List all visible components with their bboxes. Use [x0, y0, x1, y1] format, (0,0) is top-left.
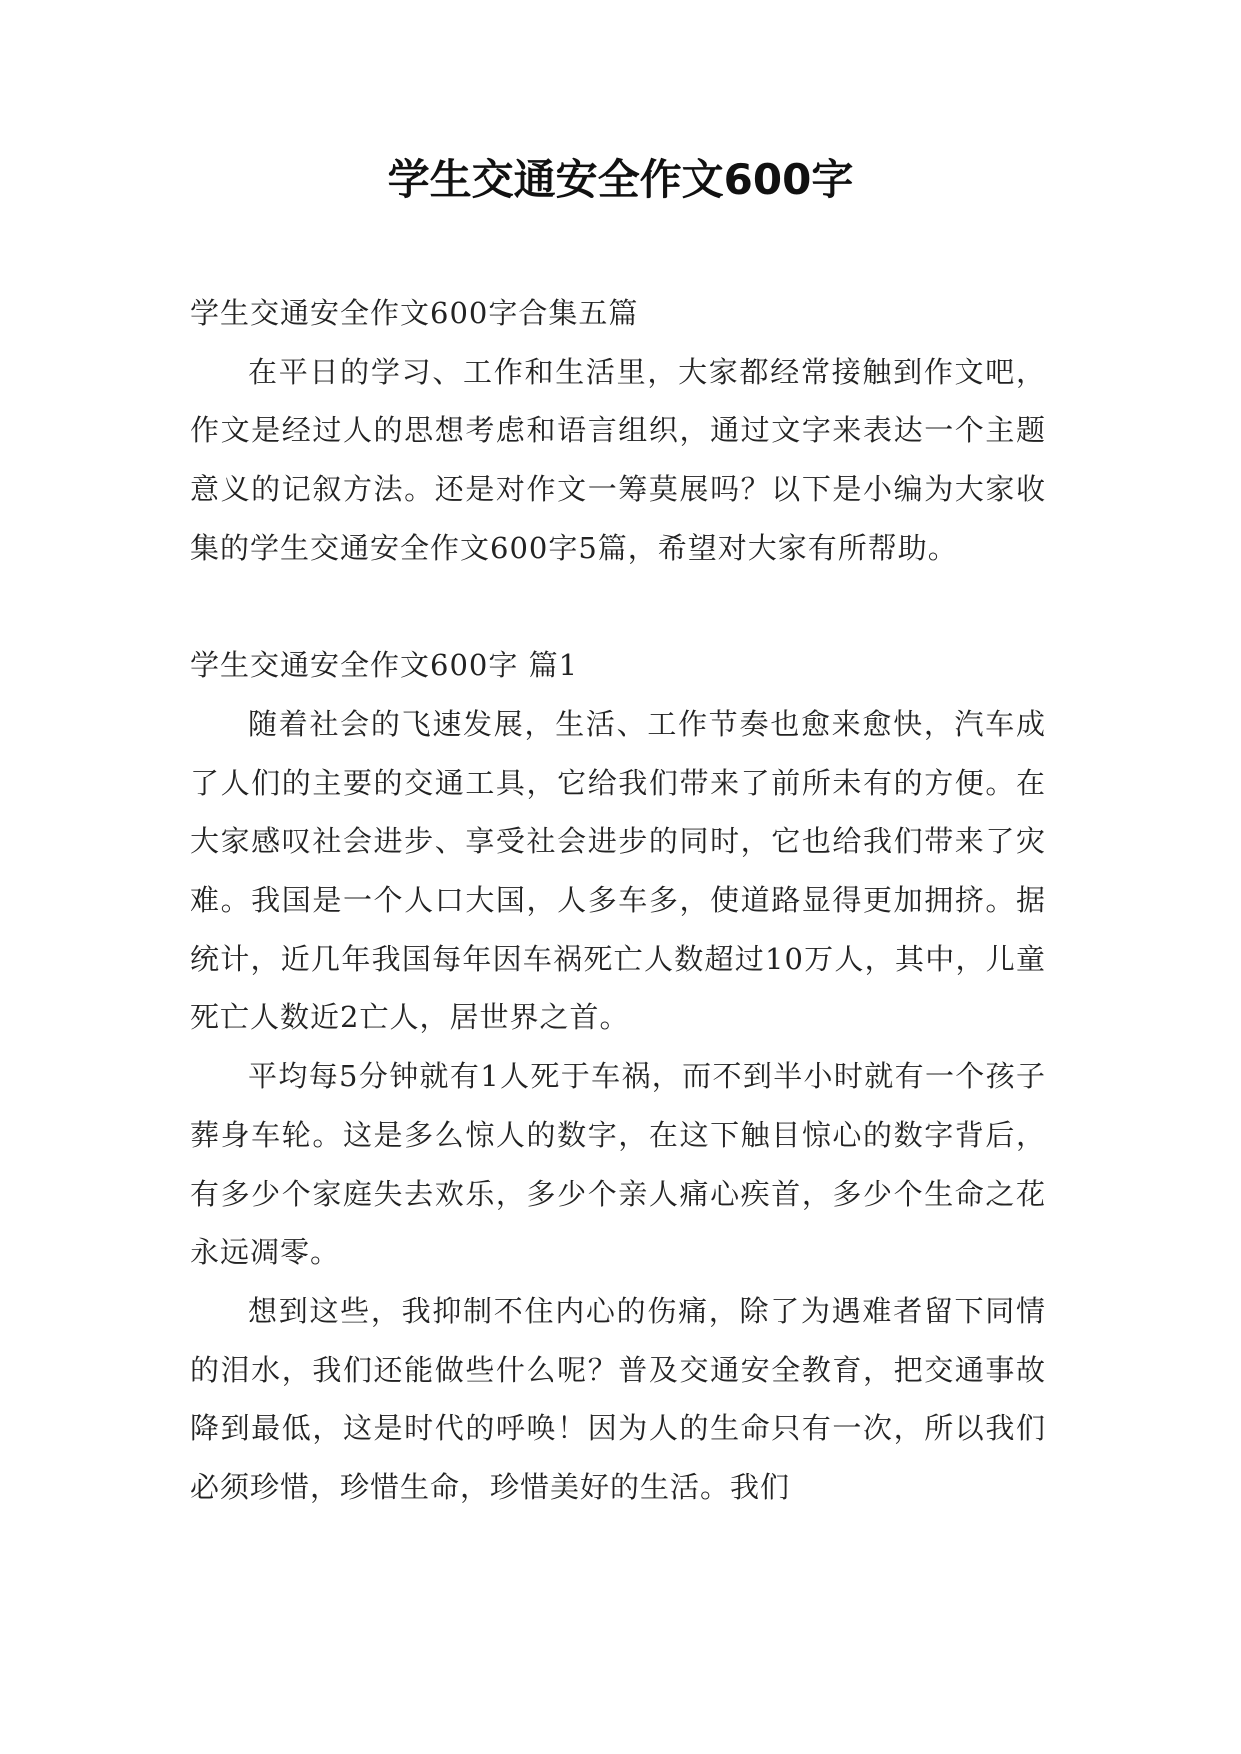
body-paragraph: 随着社会的飞速发展，生活、工作节奏也愈来愈快，汽车成了人们的主要的交通工具，它给我们带来了前所未有的方便。在大家感叹社会进步、享受社会进步的同时，它也给我们带来了灾难。我国是一个人口大国，人多车多，使道路显得更加拥挤。据统计，近几年我国每年因车祸死亡人数超过10万人，其中，儿童死亡人数近2亡人，居世界之首。 — [190, 706, 1046, 1035]
document-body — [190, 284, 1046, 1517]
collection-heading: 学生交通安全作文600字合集五篇 — [190, 296, 639, 330]
body-paragraph: 想到这些，我抑制不住内心的伤痛，除了为遇难者留下同情的泪水，我们还能做些什么呢？普及交通安全教育，把交通事故降到最低，这是时代的呼唤！因为人的生命只有一次，所以我们必须珍惜，珍惜生命，珍惜美好的生活。我们 — [190, 1293, 1046, 1505]
intro-paragraph: 在平日的学习、工作和生活里，大家都经常接触到作文吧，作文是经过人的思想考虑和语言组织，通过文字来表达一个主题意义的记叙方法。还是对作文一筹莫展吗？以下是小编为大家收集的学生交通安全作文600字5篇，希望对大家有所帮助。 — [190, 354, 1046, 565]
paragraph-spacer — [190, 578, 1046, 637]
document-title: 学生交通安全作文600字 — [387, 155, 854, 204]
body-paragraph: 平均每5分钟就有1人死于车祸，而不到半小时就有一个孩子葬身车轮。这是多么惊人的数字，在这下触目惊心的数字背后，有多少个家庭失去欢乐，多少个亲人痛心疾首，多少个生命之花永远凋零。 — [190, 1059, 1046, 1270]
section-heading: 学生交通安全作文600字 篇1 — [190, 648, 579, 683]
